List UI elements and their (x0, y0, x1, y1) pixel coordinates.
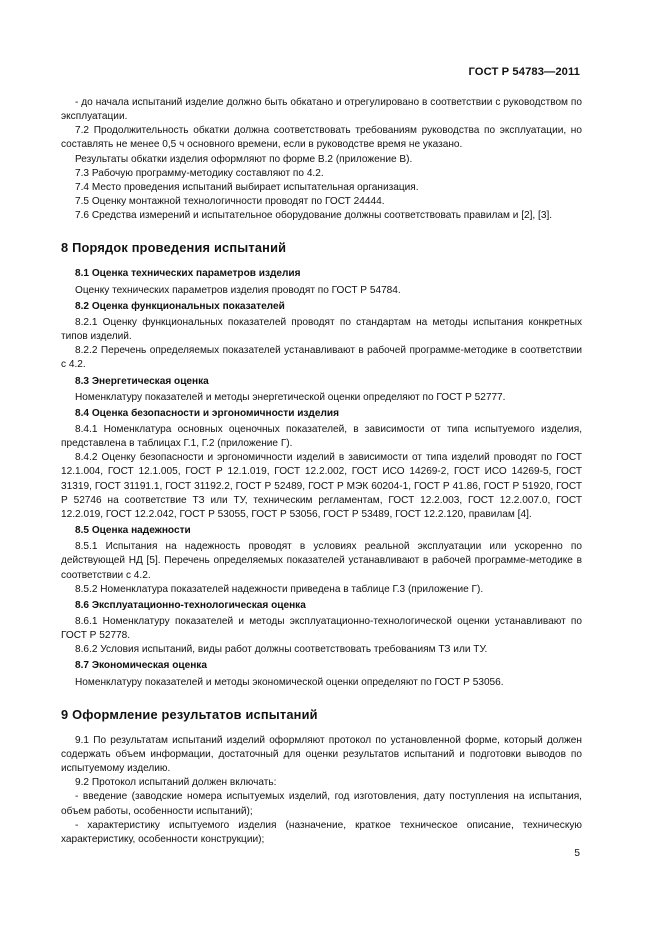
paragraph: Результаты обкатки изделия оформляют по форме В.2 (приложение В). (75, 153, 413, 165)
list-item: - введение (заводские номера испытуемых изделий, год изготовления, дату поступления на испытания, объем работы, особенности испытаний); (61, 791, 582, 817)
paragraph-8-6-2: 8.6.2 Условия испытаний, виды работ должны соответствовать требованиям ТЗ или ТУ. (75, 644, 488, 656)
paragraph-9-1: 9.1 По результатам испытаний изделий оформляют протокол по установленной форме, который должен содержать объем информации, достаточный для оценки результатов испытаний и подготовки выводов по испытуемому изделию. (61, 734, 582, 775)
subsection-heading-8-1: 8.1 Оценка технических параметров изделия (75, 268, 301, 280)
paragraph-8-5-1: 8.5.1 Испытания на надежность проводят в условиях реальной эксплуатации или ускоренно по действующей НД [5]. Перечень определяемых показателей устанавливают в рабочей программе-методике в соответствии с 4.2. (61, 541, 582, 581)
subsection-heading-8-2: 8.2 Оценка функциональных показателей (75, 300, 285, 312)
subsection-heading-8-6: 8.6 Эксплуатационно-технологическая оценка (75, 599, 306, 611)
subsection-heading-8-5: 8.5 Оценка надежности (75, 525, 191, 537)
list-item: - характеристику испытуемого изделия (назначение, краткое техническое описание, техническую характеристику, особенности конструкции); (61, 819, 582, 845)
page-number: 5 (574, 848, 580, 859)
subsection-heading-8-4: 8.4 Оценка безопасности и эргономичности изделия (75, 407, 339, 419)
document-body (61, 96, 582, 847)
paragraph-8-5-2: 8.5.2 Номенклатура показателей надежности приведена в таблице Г.3 (приложение Г). (75, 583, 484, 595)
paragraph-7-5: 7.5 Оценку монтажной технологичности проводят по ГОСТ 24444. (75, 196, 385, 208)
subsection-heading-8-7: 8.7 Экономическая оценка (75, 660, 207, 672)
paragraph: Номенклатуру показателей и методы экономической оценки определяют по ГОСТ Р 53056. (75, 676, 504, 688)
paragraph-8-6-1: 8.6.1 Номенклатуру показателей и методы эксплуатационно-технологической оценки устанавливают по ГОСТ Р 52778. (61, 616, 582, 642)
section-heading-9: 9 Оформление результатов испытаний (61, 706, 318, 722)
section-heading-8: 8 Порядок проведения испытаний (61, 240, 287, 256)
paragraph-8-4-2: 8.4.2 Оценку безопасности и эргономичности изделий в зависимости от типа изделий проводят по ГОСТ 12.1.004, ГОСТ 12.1.005, ГОСТ Р 12.1.019, ГОСТ 12.2.002, ГОСТ ИСО 14269-2, ГОСТ ИСО 14269-5, ГОСТ 31319, ГОСТ 31191.1, ГОСТ 31192.2, ГОСТ Р 52489, ГОСТ Р МЭК 60204-1, ГОСТ Р 41.86, ГОСТ Р 51920, ГОСТ Р 52746 на соответствие ТЗ или ТУ, техническим регламентам, ГОСТ 12.2.003, ГОСТ 12.2.007.0, ГОСТ 12.2.019, ГОСТ 12.2.042, ГОСТ Р 53055, ГОСТ Р 53056, ГОСТ Р 53489, ГОСТ 12.2.120, правилам [4]. (61, 452, 582, 520)
paragraph-8-2-2: 8.2.2 Перечень определяемых показателей устанавливают в рабочей программе-методике в соответствии с 4.2. (61, 345, 582, 371)
paragraph: Оценку технических параметров изделия проводят по ГОСТ Р 54784. (75, 284, 401, 296)
paragraph-7-4: 7.4 Место проведения испытаний выбирает испытательная организация. (75, 181, 419, 193)
paragraph: Номенклатуру показателей и методы энергетической оценки определяют по ГОСТ Р 52777. (75, 391, 506, 403)
paragraph-7-2: 7.2 Продолжительность обкатки должна соответствовать требованиям руководства по эксплуатации, но составлять не менее 0,5 ч основного времени, если в руководстве время не указано. (61, 125, 582, 151)
paragraph-7-6: 7.6 Средства измерений и испытательное оборудование должны соответствовать правилам и [2], [3]. (75, 210, 553, 222)
paragraph-8-2-1: 8.2.1 Оценку функциональных показателей проводят по стандартам на методы испытания конкретных типов изделий. (61, 316, 582, 343)
document-code-header: ГОСТ Р 54783—2011 (468, 66, 580, 78)
paragraph-9-2: 9.2 Протокол испытаний должен включать: (75, 777, 277, 789)
subsection-heading-8-3: 8.3 Энергетическая оценка (75, 375, 209, 387)
paragraph: - до начала испытаний изделие должно быть обкатано и отрегулировано в соответствии с руководством по эксплуатации. (61, 97, 582, 123)
paragraph-8-4-1: 8.4.1 Номенклатура основных оценочных показателей, в зависимости от типа испытуемого изделия, представлена в таблицах Г.1, Г.2 (приложение Г). (61, 423, 582, 450)
paragraph-7-3: 7.3 Рабочую программу-методику составляют по 4.2. (75, 167, 324, 179)
